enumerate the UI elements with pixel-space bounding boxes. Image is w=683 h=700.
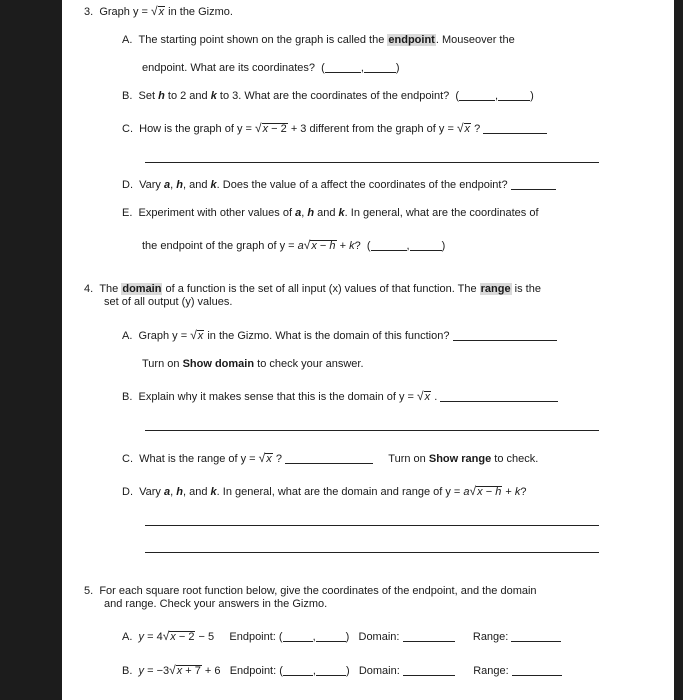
q3b: B. Set h to 2 and k to 3. What are the coordinates of the endpoint? ( , ) [122, 90, 534, 102]
q5b-x-blank[interactable] [283, 665, 313, 676]
q5-line2: and range. Check your answers in the Gizmo. [104, 598, 328, 610]
q4b-blank[interactable] [440, 391, 558, 402]
q5b-domain-blank[interactable] [403, 665, 455, 676]
q3e-line2: the endpoint of the graph of y = a√x − h + k? ( , ) [142, 238, 446, 252]
q3e-x-blank[interactable] [371, 240, 407, 251]
q4b: B. Explain why it makes sense that this is the domain of y = √x . [122, 390, 558, 404]
q3a-x-blank[interactable] [325, 62, 361, 73]
q3e-line1: E. Experiment with other values of a, h and k. In general, what are the coordinates of [122, 207, 539, 219]
q4-line1: 4. The domain of a function is the set of all input (x) values of that function. The range is the [84, 283, 541, 295]
q3b-y-blank[interactable] [498, 90, 530, 101]
q3c: C. How is the graph of y = √x − 2 + 3 different from the graph of y = √x ? [122, 122, 547, 136]
q5a-range-blank[interactable] [511, 631, 561, 642]
q4a-note: Turn on Show domain to check your answer. [142, 358, 364, 370]
q4a-blank[interactable] [453, 330, 557, 341]
q3a-y-blank[interactable] [364, 62, 396, 73]
q5a-x-blank[interactable] [283, 631, 313, 642]
worksheet-page [62, 0, 674, 700]
q3a-line1: A. The starting point shown on the graph is called the endpoint. Mouseover the [122, 34, 515, 46]
q3b-x-blank[interactable] [459, 90, 495, 101]
q4c-blank[interactable] [285, 453, 373, 464]
q4c: C. What is the range of y = √x ? Turn on Show range to check. [122, 451, 539, 465]
q4d-answer-line-1[interactable] [145, 525, 599, 526]
q5b-range-blank[interactable] [512, 665, 562, 676]
q5-line1: 5. For each square root function below, give the coordinates of the endpoint, and the domain [84, 585, 537, 597]
q3c-blank[interactable] [483, 123, 547, 134]
q5a: A. y = 4√x − 2 − 5 Endpoint: ( , ) Domain: Range: [122, 630, 561, 644]
q4-line2: set of all output (y) values. [104, 296, 233, 308]
q5b: B. y = −3√x + 7 + 6 Endpoint: ( , ) Domain: Range: [122, 664, 562, 678]
q3e-y-blank[interactable] [410, 240, 442, 251]
q3c-answer-line[interactable] [145, 162, 599, 163]
q3-heading: 3. Graph y = √x in the Gizmo. [84, 4, 233, 18]
q3d-blank[interactable] [511, 179, 556, 190]
q3a-line2: endpoint. What are its coordinates? ( , ) [142, 62, 400, 74]
q4a: A. Graph y = √x in the Gizmo. What is the domain of this function? [122, 329, 557, 343]
q5a-domain-blank[interactable] [403, 631, 455, 642]
q5a-y-blank[interactable] [316, 631, 346, 642]
q3d: D. Vary a, h, and k. Does the value of a affect the coordinates of the endpoint? [122, 179, 556, 192]
q4d-answer-line-2[interactable] [145, 552, 599, 553]
q4b-answer-line[interactable] [145, 430, 599, 431]
q4d: D. Vary a, h, and k. In general, what are the domain and range of y = a√x − h + k? [122, 484, 527, 498]
q5b-y-blank[interactable] [316, 665, 346, 676]
